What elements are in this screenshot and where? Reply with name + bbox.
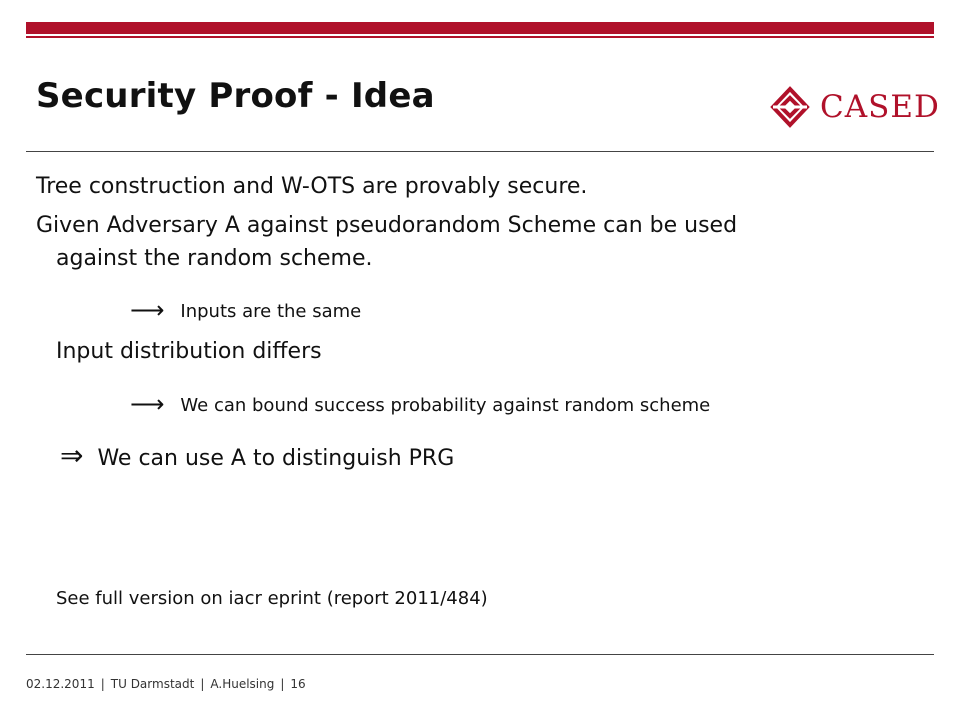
implies-arrow-icon: ⇒ [60,439,84,472]
top-accent-bar [26,22,934,34]
footer-separator: | [100,677,105,691]
bullet-tree-construction: Tree construction and W-OTS are provably secure. [36,174,588,199]
footer-author: A.Huelsing [210,677,275,691]
header-divider [26,151,934,152]
sub-bullet-inputs-same [130,296,361,324]
footer [26,677,306,691]
right-arrow-icon: ⟶ [130,296,165,324]
bullet-given-adversary-cont: against the random scheme. [56,246,373,271]
logo-wordmark: CASED [820,89,940,125]
cased-logo-icon [770,86,810,128]
conclusion-distinguish-prg [60,439,454,472]
footer-separator: | [280,677,285,691]
footer-date: 02.12.2011 [26,677,95,691]
bullet-given-adversary: Given Adversary A against pseudorandom Scheme can be used [36,213,738,238]
sub-bullet-bound-success-text: We can bound success probability against random scheme [180,395,711,416]
top-accent-line [26,36,934,38]
bullet-input-distribution: Input distribution differs [56,339,322,364]
sub-bullet-bound-success [130,390,710,418]
sub-bullet-inputs-same-text: Inputs are the same [180,301,362,322]
footer-separator: | [200,677,205,691]
footer-page-number: 16 [290,677,306,691]
slide-title: Security Proof - Idea [36,76,435,116]
reference-note: See full version on iacr eprint (report 2011/484) [56,588,488,609]
footer-divider [26,654,934,655]
cased-logo [770,84,940,130]
footer-org: TU Darmstadt [110,677,195,691]
right-arrow-icon: ⟶ [130,390,165,418]
conclusion-distinguish-prg-text: We can use A to distinguish PRG [97,446,455,471]
